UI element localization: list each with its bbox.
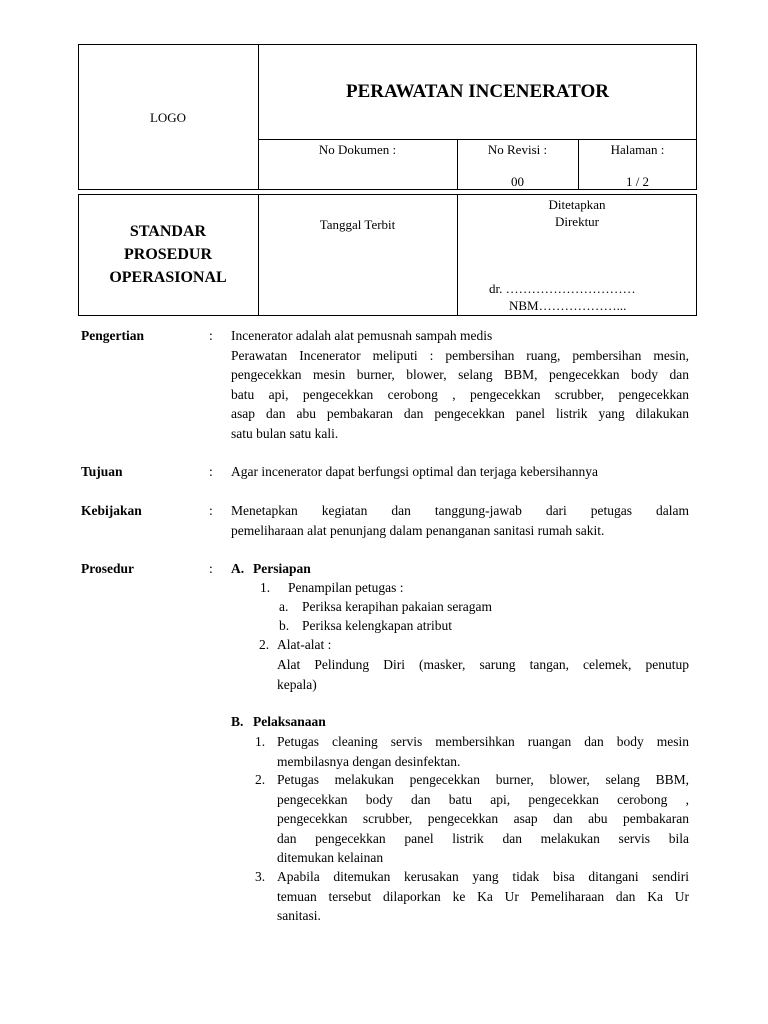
- list-item-text: Penampilan petugas :: [288, 580, 404, 595]
- subsection-title-pelaksanaan: Pelaksanaan: [253, 714, 326, 729]
- list-letter: a.: [279, 599, 289, 614]
- text-line: dan pengecekkan panel listrik dan melakukan servis bila: [277, 830, 689, 846]
- colon: :: [209, 561, 213, 576]
- kebijakan-body: [231, 501, 689, 540]
- list-letter: b.: [279, 618, 290, 633]
- no-revisi-label: No Revisi :: [487, 142, 548, 157]
- list-item-text: Periksa kelengkapan atribut: [302, 618, 452, 633]
- list-item-body: [277, 867, 689, 926]
- text-line: Petugas cleaning servis membersihkan ruangan dan body mesin: [277, 734, 689, 749]
- tanggal-terbit-label: Tanggal Terbit: [319, 217, 396, 232]
- apd-body: [277, 655, 689, 694]
- list-number: 1.: [255, 734, 266, 749]
- section-label-tujuan: Tujuan: [81, 464, 123, 479]
- text-line: pengecekkan scrubber, pengecekkan asap dan abu pembakaran: [277, 811, 689, 826]
- signature-nbm-line: NBM………………...: [509, 298, 627, 313]
- section-label-kebijakan: Kebijakan: [81, 503, 142, 518]
- list-number: 2.: [259, 637, 270, 652]
- spo-line: STANDAR: [129, 223, 207, 240]
- direktur-label: Direktur: [554, 214, 600, 229]
- spo-line: PROSEDUR: [123, 246, 212, 263]
- halaman-label: Halaman :: [610, 142, 665, 157]
- colon: :: [209, 328, 213, 343]
- text-line: asap dan abu pembakaran dan pengecekkan panel listrik yang dilakukan: [231, 406, 689, 421]
- document-title: PERAWATAN INCENERATOR: [345, 81, 610, 102]
- signature-dr-line: dr. …………………………: [489, 281, 636, 296]
- text-line: Perawatan Incenerator meliputi : pembersihan ruang, pembersihan mesin,: [231, 347, 689, 363]
- section-label-prosedur: Prosedur: [81, 561, 134, 576]
- tujuan-text: Agar incenerator dapat berfungsi optimal dan terjaga kebersihannya: [231, 464, 598, 479]
- text-line: batu api, pengecekkan cerobong , pengecekkan scrubber, pengecekkan: [231, 386, 689, 402]
- spo-title: [78, 220, 258, 289]
- text-line: membilasnya dengan desinfektan.: [277, 753, 461, 769]
- list-item-text: Periksa kerapihan pakaian seragam: [302, 599, 493, 614]
- divider: [258, 44, 259, 190]
- list-number: 2.: [255, 772, 266, 787]
- text-line: temuan tersebut dilaporkan ke Ka Ur Pemeliharaan dan Ka Ur: [277, 888, 689, 904]
- text-line: satu bulan satu kali.: [231, 425, 339, 441]
- subsection-marker-a: A.: [231, 561, 245, 576]
- text-line: sanitasi.: [277, 908, 321, 923]
- logo-placeholder: LOGO: [149, 110, 187, 125]
- text-line: pemeliharaan alat penunjang dalam penanganan sanitasi rumah sakit.: [231, 522, 605, 538]
- text-line: Incenerator adalah alat pemusnah sampah medis: [231, 328, 493, 343]
- colon: :: [209, 464, 213, 479]
- subsection-marker-b: B.: [231, 714, 244, 729]
- text-line: Apabila ditemukan kerusakan yang tidak bisa ditangani sendiri: [277, 869, 689, 884]
- text-line: Alat Pelindung Diri (masker, sarung tangan, celemek, penutup: [277, 657, 689, 672]
- list-number: 3.: [255, 869, 266, 884]
- text-line: pengecekkan body dan batu api, pengecekkan cerobong ,: [277, 791, 689, 807]
- no-dokumen-label: No Dokumen :: [318, 142, 397, 157]
- text-line: ditemukan kelainan: [277, 850, 384, 865]
- list-item-body: [277, 770, 689, 868]
- section-label-pengertian: Pengertian: [81, 328, 144, 343]
- list-number: 1.: [260, 580, 271, 595]
- no-revisi-value: 00: [511, 174, 524, 189]
- list-item-body: [277, 732, 689, 771]
- list-item-text: Alat-alat :: [277, 637, 332, 652]
- ditetapkan-label: Ditetapkan: [548, 197, 606, 212]
- divider: [258, 194, 259, 316]
- text-line: kepala): [277, 676, 317, 692]
- spo-line: OPERASIONAL: [109, 269, 227, 286]
- pengertian-body: [231, 326, 689, 443]
- halaman-value: 1 / 2: [625, 174, 650, 189]
- text-line: Petugas melakukan pengecekkan burner, blower, selang BBM,: [277, 772, 689, 787]
- subsection-title-persiapan: Persiapan: [253, 561, 311, 576]
- colon: :: [209, 503, 213, 518]
- text-line: pengecekkan mesin burner, blower, selang BBM, pengecekkan body dan: [231, 367, 689, 382]
- text-line: Menetapkan kegiatan dan tanggung-jawab dari petugas dalam: [231, 503, 689, 518]
